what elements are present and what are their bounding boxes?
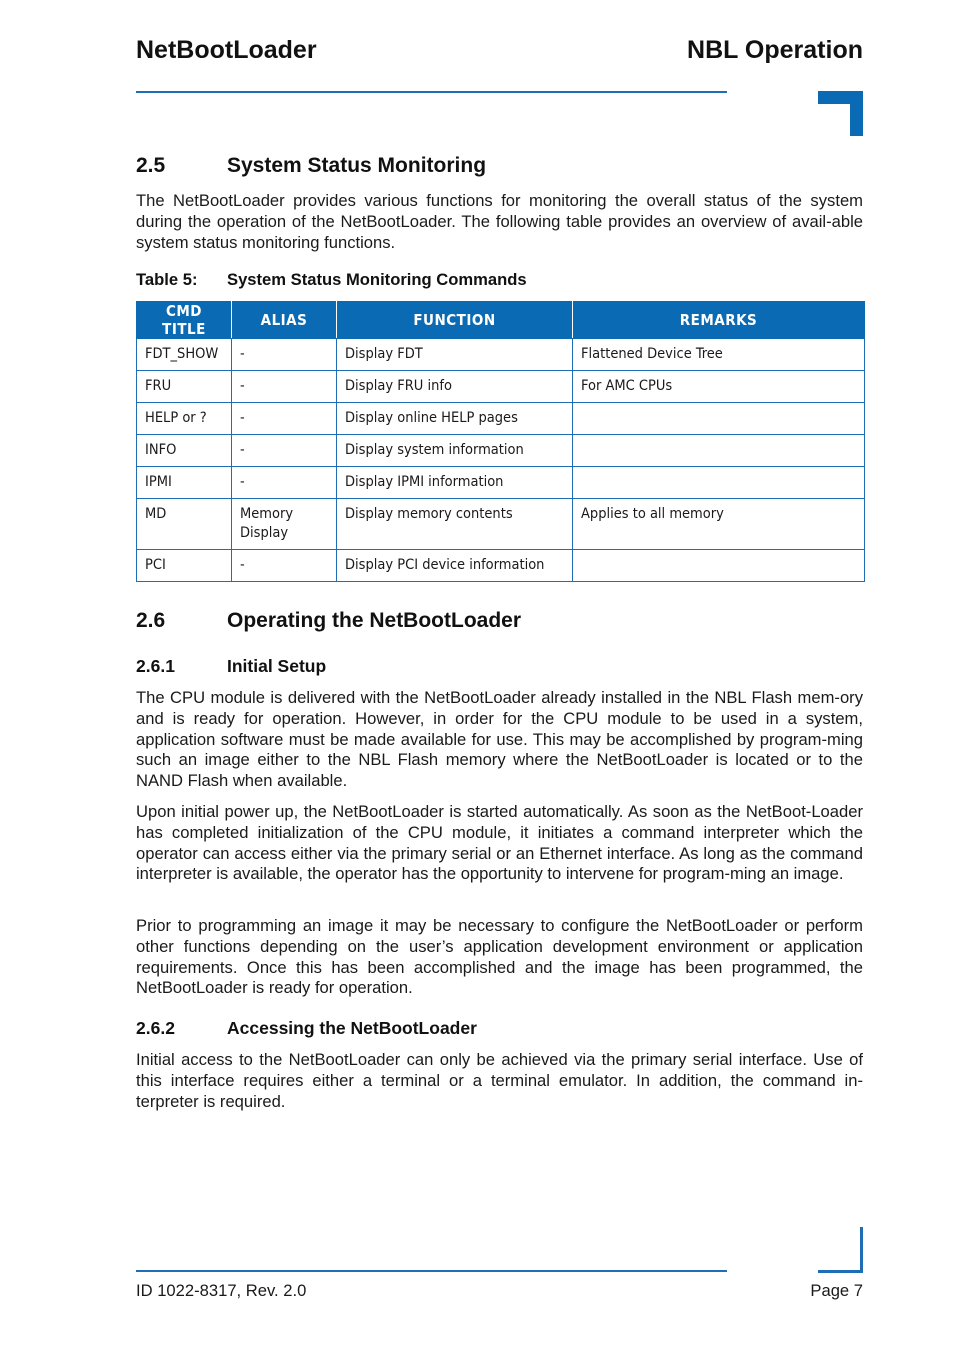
footer-doc-id: ID 1022-8317, Rev. 2.0	[136, 1281, 307, 1300]
section-heading-2-6-1	[136, 656, 326, 677]
paragraph: Prior to programming an image it may be necessary to configure the NetBootLoader or perform other functions depending on the user’s application development environment or application requirements. Once this has been accomplished and the image has been programmed, the NetBootLoader is ready for operation.	[136, 916, 863, 998]
cell-function: Display memory contents	[337, 499, 573, 550]
paragraph: The CPU module is delivered with the NetBootLoader already installed in the NBL Flash mem-ory and is ready for operation. However, in order for the CPU module to be used in a system, application software must be made available for use. This may be accomplished by program-ming such an image either to the NBL Flash memory where the NetBootLoader is located or to the NAND Flash when available.	[136, 688, 863, 791]
section-number: 2.5	[136, 154, 166, 177]
section-title: System Status Monitoring	[227, 154, 487, 177]
table-row	[137, 550, 865, 582]
header-right-title: NBL Operation	[687, 36, 863, 64]
footer-page-number: Page 7	[810, 1281, 863, 1300]
cell-remarks	[573, 550, 865, 582]
cell-cmd: HELP or ?	[137, 403, 232, 435]
cell-alias: -	[232, 550, 337, 582]
section-heading-2-6	[136, 609, 521, 633]
cell-function: Display IPMI information	[337, 467, 573, 499]
section-number: 2.6	[136, 609, 166, 632]
cell-function: Display FRU info	[337, 371, 573, 403]
section-title: Operating the NetBootLoader	[227, 609, 522, 632]
cell-alias: -	[232, 435, 337, 467]
header-remarks: REMARKS	[573, 302, 865, 339]
cell-alias: -	[232, 339, 337, 371]
section-number: 2.6.2	[136, 1018, 175, 1038]
cell-remarks: For AMC CPUs	[573, 371, 865, 403]
paragraph: Initial access to the NetBootLoader can only be achieved via the primary serial interface. Use of this interface requires either a terminal or a terminal emulator. In addition, the command in-terpreter is required.	[136, 1050, 863, 1111]
header-alias: ALIAS	[232, 302, 337, 339]
section-title: Accessing the NetBootLoader	[227, 1018, 477, 1038]
cell-remarks	[573, 403, 865, 435]
header-left-title: NetBootLoader	[136, 36, 317, 64]
header-cmd-title: CMD TITLE	[137, 302, 232, 339]
table-row	[137, 403, 865, 435]
cell-alias: -	[232, 467, 337, 499]
table-caption	[136, 270, 527, 290]
cell-alias: -	[232, 403, 337, 435]
table-row	[137, 499, 865, 550]
header-rule	[136, 91, 727, 93]
section-title: Initial Setup	[227, 656, 327, 676]
footer-rule	[136, 1270, 727, 1272]
corner-bracket-icon	[818, 1227, 863, 1273]
section-heading-2-5	[136, 154, 486, 178]
cell-cmd: INFO	[137, 435, 232, 467]
cell-alias: -	[232, 371, 337, 403]
cell-cmd: MD	[137, 499, 232, 550]
cell-remarks: Flattened Device Tree	[573, 339, 865, 371]
cell-cmd: PCI	[137, 550, 232, 582]
intro-paragraph: The NetBootLoader provides various functions for monitoring the overall status of the system during the operation of the NetBootLoader. The following table provides an overview of avail-able system status monitoring functions.	[136, 191, 863, 252]
cell-function: Display system information	[337, 435, 573, 467]
paragraph: Upon initial power up, the NetBootLoader is started automatically. As soon as the NetBoot-Loader has completed initialization of the CPU module, it initiates a command interpreter which the operator can access either via the primary serial or an Ethernet interface. As long as the command interpreter is available, the operator has the opportunity to intervene for program-ming an image.	[136, 802, 863, 884]
header-function: FUNCTION	[337, 302, 573, 339]
table-caption-title: System Status Monitoring Commands	[227, 270, 527, 289]
cell-function: Display FDT	[337, 339, 573, 371]
cell-remarks: Applies to all memory	[573, 499, 865, 550]
cell-cmd: FDT_SHOW	[137, 339, 232, 371]
commands-table	[136, 301, 865, 582]
table-row	[137, 339, 865, 371]
table-row	[137, 435, 865, 467]
table-header-row	[137, 302, 865, 339]
corner-bracket-icon	[818, 91, 863, 136]
table-caption-number: Table 5:	[136, 270, 198, 289]
cell-function: Display online HELP pages	[337, 403, 573, 435]
cell-cmd: IPMI	[137, 467, 232, 499]
section-number: 2.6.1	[136, 656, 175, 676]
section-heading-2-6-2	[136, 1018, 477, 1039]
cell-function: Display PCI device information	[337, 550, 573, 582]
cell-alias: Memory Display	[232, 499, 337, 550]
cell-remarks	[573, 467, 865, 499]
cell-cmd: FRU	[137, 371, 232, 403]
table-row	[137, 467, 865, 499]
cell-remarks	[573, 435, 865, 467]
table-row	[137, 371, 865, 403]
